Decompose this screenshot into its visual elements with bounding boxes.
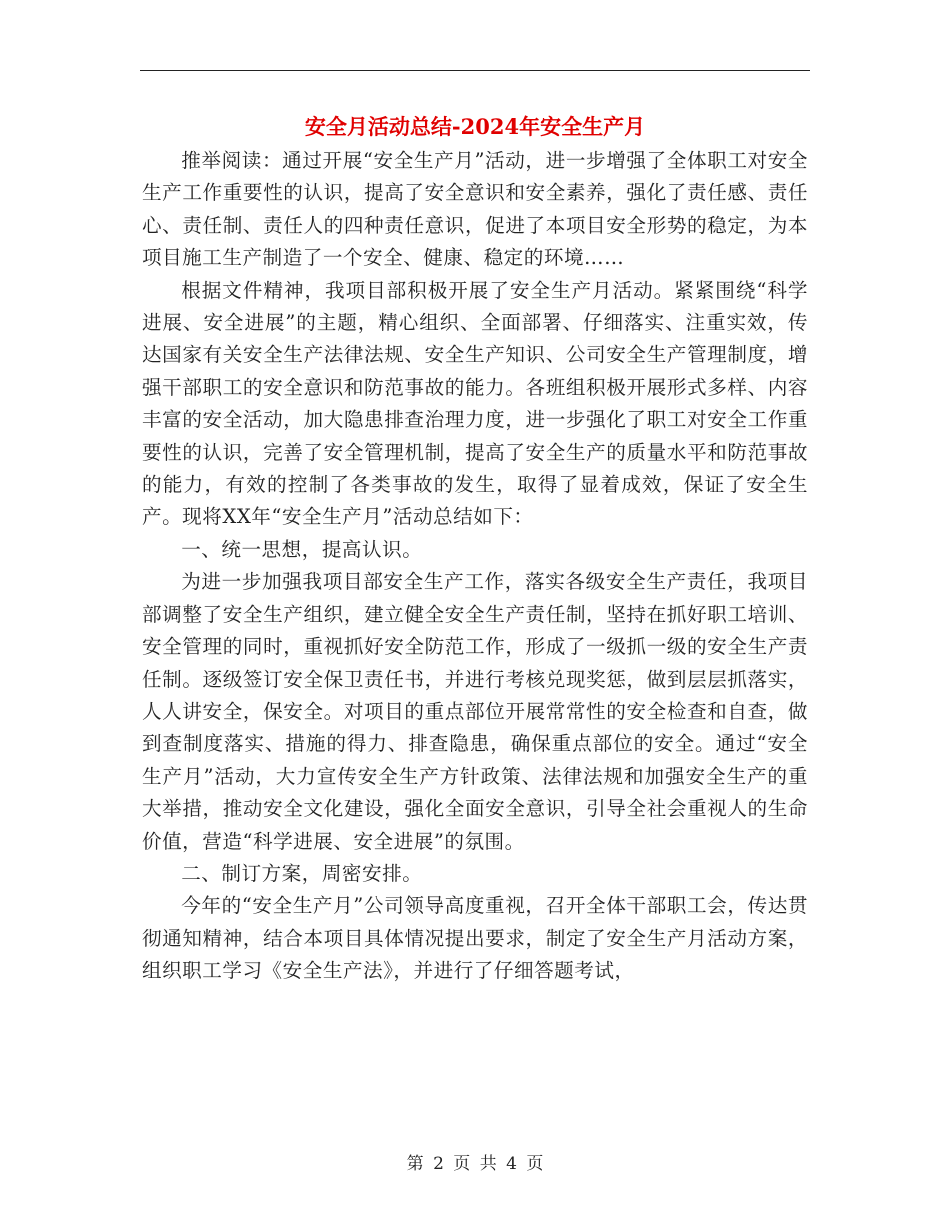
paragraph-intro: 推举阅读：通过开展“安全生产月”活动，进一步增强了全体职工对安全生产工作重要性的认识，提高了安全意识和安全素养，强化了责任感、责任心、责任制、责任人的四种责任意识，促进了本项目安全形势的稳定，为本项目施工生产制造了一个安全、健康、稳定的环境…… [142, 149, 808, 270]
paragraph-section-1: 为进一步加强我项目部安全生产工作，落实各级安全生产责任，我项目部调整了安全生产组织，建立健全安全生产责任制，坚持在抓好职工培训、安全管理的同时，重视抓好安全防范工作，形成了一级抓一级的安全生产责任制。逐级签订安全保卫责任书，并进行考核兑现奖惩，做到层层抓落实，人人讲安全，保安全。对项目的重点部位开展常常性的安全检查和自查，做到查制度落实、措施的得力、排查隐患，确保重点部位的安全。通过“安全生产月”活动，大力宣传安全生产方针政策、法律法规和加强安全生产的重大举措，推动安全文化建设，强化全面安全意识，引导全社会重视人的生命价值，营造“科学进展、安全进展”的氛围。 [142, 570, 808, 853]
page-number: 第 2 页 共 4 页 [406, 1154, 544, 1174]
paragraph-overview: 根据文件精神，我项目部积极开展了安全生产月活动。紧紧围绕“科学进展、安全进展”的主题，精心组织、全面部署、仔细落实、注重实效，传达国家有关安全生产法律法规、安全生产知识、公司安全生产管理制度，增强干部职工的安全意识和防范事故的能力。各班组积极开展形式多样、内容丰富的安全活动，加大隐患排查治理力度，进一步强化了职工对安全工作重要性的认识，完善了安全管理机制，提高了安全生产的质量水平和防范事故的能力，有效的控制了各类事故的发生，取得了显着成效，保证了安全生产。现将XX年“安全生产月”活动总结如下： [142, 278, 808, 529]
paragraph-section-2: 今年的“安全生产月”公司领导高度重视，召开全体干部职工会，传达贯彻通知精神，结合本项目具体情况提出要求，制定了安全生产月活动方案，组织职工学习《安全生产法》，并进行了仔细答题考试， [142, 894, 808, 983]
section-heading-2: 二、制订方案，周密安排。 [181, 861, 423, 885]
header-rule [140, 70, 810, 71]
document-body [142, 145, 808, 988]
document-title: 安全月活动总结-2024年安全生产月 [304, 114, 646, 139]
section-heading-1: 一、统一思想，提高认识。 [181, 537, 423, 561]
